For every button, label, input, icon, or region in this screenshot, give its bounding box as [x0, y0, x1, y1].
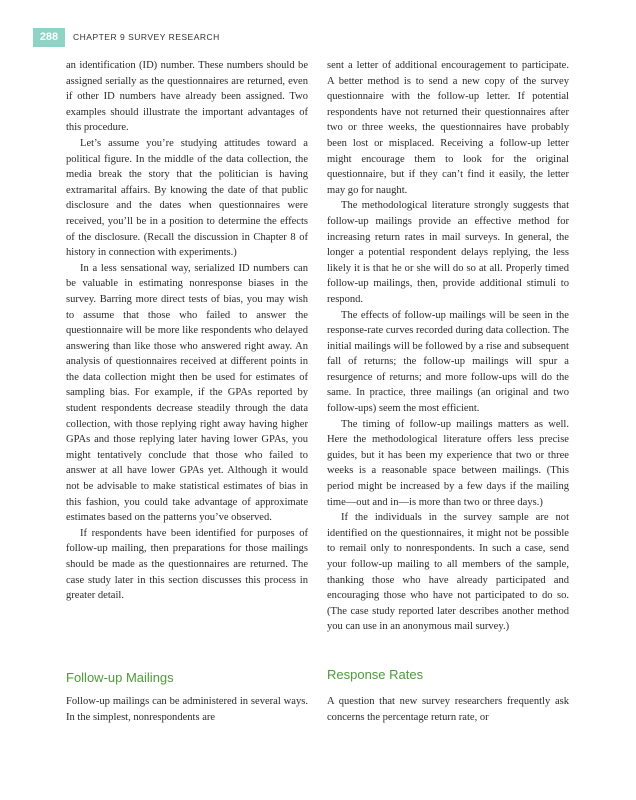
paragraph: an identification (ID) number. These numbers should be assigned serially as the questionnaires are returned, even if other ID numbers have already been assigned. Two examples should illustrate the important advantages of this procedure. — [66, 60, 308, 134]
paragraph: Let’s assume you’re studying attitudes toward a political figure. In the middle of the data collection, the media break the story that the politician is having extramarital affairs. By knowing the date of that public disclosure and the dates when questionnaires were received, you’ll be in a position to determine the effects of the disclosure. (Recall the discussion in Chapter 8 of history in connection with experiments.) — [66, 137, 308, 259]
right-column — [327, 58, 569, 758]
paragraph: If respondents have been identified for purposes of follow-up mailing, then preparations for those mailings should be made as the questionnaires are returned. The case study later in this section discusses this process in greater detail. — [66, 527, 308, 602]
section-heading-follow-up: Follow-up Mailings — [66, 670, 174, 685]
running-header — [33, 27, 220, 47]
paragraph: If the individuals in the survey sample are not identified on the questionnaires, it might not be possible to remail only to nonrespondents. In such a case, send your follow-up mailing to all members of the sample, thanking those who have already participated and encouraging those who have not participated to do so. (The case study reported later describes another method you can use in an anonymous mail survey.) — [327, 512, 569, 633]
left-column — [66, 58, 308, 758]
paragraph: The effects of follow-up mailings will be seen in the response-rate curves recorded during data collection. The initial mailings will be followed by a rise and subsequent fall of returns; the follow-up mailings will spur a resurgence of returns; and more follow-ups will do the same. In practice, three mailings (an original and two follow-ups) seem the most efficient. — [327, 309, 569, 415]
paragraph: The timing of follow-up mailings matters as well. Here the methodological literature offers less precise guides, but it has been my experience that two or three weeks is a reasonable space between mailings. (This period might be increased by a few days if the mailing time—out and in—is more than two or three days.) — [327, 418, 569, 508]
paragraph: sent a letter of additional encouragement to participate. A better method is to send a new copy of the survey questionnaire with the follow-up letter. If potential respondents have not returned their questionnaires after two or three weeks, the questionnaires have probably been lost or misplaced. Receiving a follow-up letter might encourage them to look for the original questionnaire, but if they can’t find it easily, the letter may go for naught. — [327, 60, 569, 196]
paragraph: Follow-up mailings can be administered in several ways. In the simplest, nonrespondents are — [66, 696, 308, 723]
paragraph: A question that new survey researchers frequently ask concerns the percentage return rate, or — [327, 696, 569, 723]
paragraph: In a less sensational way, serialized ID numbers can be valuable in estimating nonresponse biases in the survey. Barring more direct tests of bias, you may wish to assume that those who failed to answer the questionnaire will be more like respondents who delayed answering than like those who answered right away. An analysis of questionnaires received at different points in the data collection might then be used for estimates of sampling bias. For example, if the GPAs reported by student respondents decrease steadily through the data collection, with those replying right away having higher GPAs and those replying later having lower GPAs, you might tentatively conclude that those who failed to answer at all have lower GPAs yet. Although it would not be advisable to make statistical estimates of bias in this fashion, you could take advantage of approximate estimates based on the patterns you’ve observed. — [66, 262, 308, 524]
chapter-title: CHAPTER 9 SURVEY RESEARCH — [73, 32, 220, 42]
paragraph: The methodological literature strongly suggests that follow-up mailings provide an effective method for increasing return rates in mail surveys. In general, the longer a potential respondent delays replying, the less likely it is that he or she will do so at all. Properly timed follow-up mailings, then, provide additional stimuli to respond. — [327, 200, 569, 305]
page-number: 288 — [33, 28, 65, 47]
section-heading-response-rates: Response Rates — [327, 667, 424, 682]
